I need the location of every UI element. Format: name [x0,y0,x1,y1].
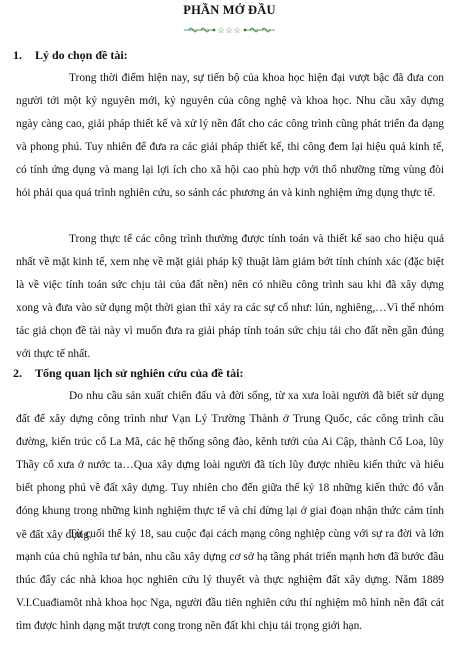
section-number: 2. [13,366,22,380]
title-ornament [0,23,459,37]
section-heading-history [13,366,243,380]
paragraph: Trong thực tế các công trình thường được tính toán và thiết kế sao cho hiệu quả nhất về mặt kinh tế, xem nhẹ về mặt giải pháp kỹ thuật làm giảm bớt tính chính xác (đặc biệt là về việc tính toán sức chịu tải của đất nền) nên có nhiều công trình sau khi đã xây dựng xong và đưa vào sử dụng một thời gian thì xảy ra các sự cố như: lún, nghiêng,…Vì thế nhóm tác giả chọn đề tài này vì muốn đưa ra giải pháp tính toán sức chịu tải cho đất nền gần đúng với thực tế nhất. [16,233,444,361]
section-title: Tổng quan lịch sử nghiên cứu của đề tài: [35,366,244,380]
paragraph: Từ cuối thế kỷ 18, sau cuộc đại cách mạng công nghiệp cùng với sự ra đời và lớn mạnh của chủ nghĩa tư bản, nhu cầu xây dựng cơ sở hạ tầng phát triển mạnh hơn đã bước đầu thúc đẩy các nhà khoa học nghiên cứu lý thuyết và thực nghiệm đất xây dựng. Năm 1889 V.I.Cuađiamôt nhà khoa học Nga, người đầu tiên nghiên cứu thí nghiệm mô hình nền đất cát tìm được hình dạng mặt trượt cong trong nền đất khi chịu tải trọng giới hạn. [16,528,444,633]
section-title: Lý do chọn đề tài: [35,48,128,62]
section-number: 1. [13,48,22,62]
left-vine-ornament-icon [183,25,217,35]
star-ornament-icon: ☆☆☆ [217,25,242,35]
paragraph: Do nhu cầu sản xuất chiến đấu và đời sống, từ xa xưa loài người đã biết sử dụng đất để xây dựng công trình như Vạn Lý Trường Thành ở Trung Quốc, các công trình cầu đường, kiến trúc cổ La Mã, các hệ thống sông đào, kênh tưới của Ai Cập, thành Cổ Loa, lũy Thầy cổ xưa ở nước ta…Qua xây dựng loài người đã tích lũy được nhiều kiến thức và hiểu biết phong phú về đất xây dựng. Tuy nhiên cho đến giữa thế kỷ 18 những kiến thức đó vẫn đóng khung trong những kinh nghiệm thực tế và chỉ dừng lại ở giai đoạn nhận thức cảm tính về đất xây dựng. [16,390,444,541]
section-heading-reason [13,48,128,62]
paragraph: Trong thời điểm hiện nay, sự tiến bộ của khoa học hiện đại vượt bậc đã đưa con người tới một kỷ nguyên mới, kỷ nguyên của công nghệ và khoa học. Nhu cầu xây dựng ngày càng cao, giải pháp thiết kế và xử lý nền đất cho các công trình cũng phát triển đa dạng và phong phú. Tuy nhiên để đưa ra các giải pháp thiết kế, thi công đem lại hiệu quả kinh tế, có tính ứng dụng và mang lại lợi ích cho xã hội cao phù hợp với thổ nhưỡng từng vùng đòi hỏi phải qua quá trình nghiên cứu, so sánh các phương án và kinh nghiệm ứng dụng thực tế. [16,72,444,200]
right-vine-ornament-icon [242,25,276,35]
page-title: PHẦN MỞ ĐẦU [183,3,276,17]
